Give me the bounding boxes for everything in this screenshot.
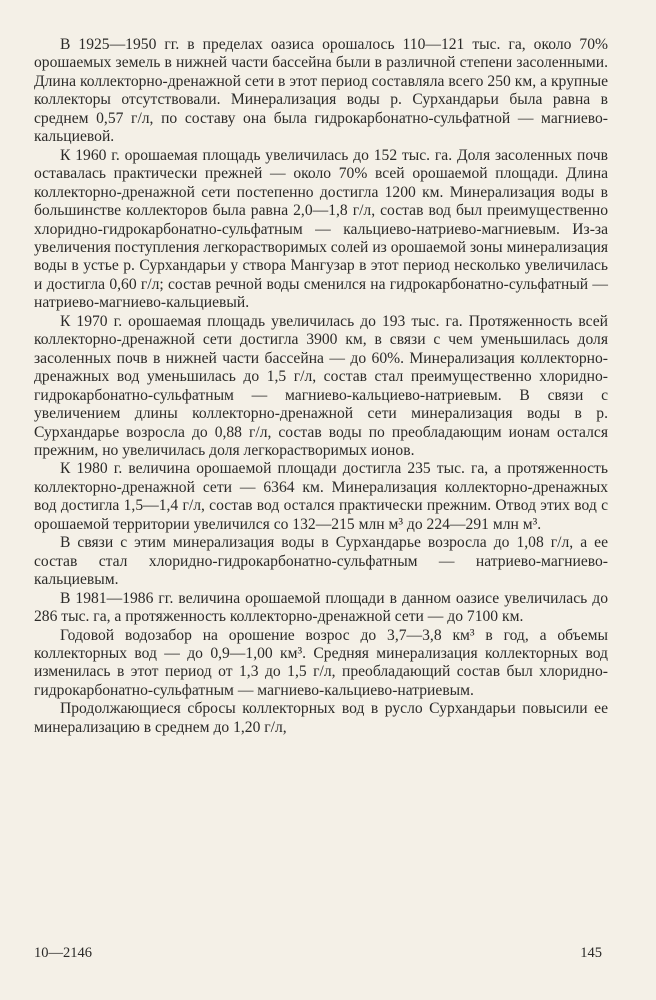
page-footer: [34, 943, 602, 963]
page-number: 145: [580, 945, 602, 961]
paragraph-1970: К 1970 г. орошаемая площадь увеличилась до 193 тыс. га. Протяженность всей коллекторно-дренажной сети достигла 3900 км, в связи с чем уменьшилась доля засоленных почв в нижней части бассейна — до 60%. Минерализация коллекторно-дренажных вод уменьшилась до 1,5 г/л, состав стал преимущественно хлоридно-гидрокарбонатно-сульфатным — магниево-кальциево-натриевым. В связи с увеличением длины коллекторно-дренажной сети минерализация воды в р. Сурхандарье возросла до 0,88 г/л, состав воды по преобладающим ионам остался прежним, но увеличилась доля легкорастворимых ионов.: [34, 312, 608, 459]
paragraph-water-intake: Годовой водозабор на орошение возрос до 3,7—3,8 км³ в год, а объемы коллекторных вод — до 0,9—1,00 км³. Средняя минерализация коллекторных вод изменилась в этот период от 1,3 до 1,5 г/л, преобладающий состав был хлоридно-гидрокарбонатно-сульфатным — магниево-кальциево-натриевым.: [34, 626, 608, 699]
page-body: [34, 36, 608, 737]
paragraph-1981-1986: В 1981—1986 гг. величина орошаемой площади в данном оазисе увеличилась до 286 тыс. га, а протяженность коллекторно-дренажной сети — до 7100 км.: [34, 589, 608, 626]
paragraph-1980: К 1980 г. величина орошаемой площади достигла 235 тыс. га, а протяженность коллекторно-дренажной сети — 6364 км. Минерализация коллекторно-дренажных вод достигла 1,5—1,4 г/л, состав вод остался практически прежним. Отвод этих вод с орошаемой территории увеличился со 132—215 млн м³ до 224—291 млн м³.: [34, 460, 608, 533]
paragraph-1960: К 1960 г. орошаемая площадь увеличилась до 152 тыс. га. Доля засоленных почв оставалась практически прежней — около 70% всей орошаемой площади. Длина коллекторно-дренажной сети постепенно достигла 1200 км. Минерализация воды в большинстве коллекторов была равна 2,0—1,8 г/л, состав вод был преимущественно хлоридно-гидрокарбонатно-сульфатным — кальциево-натриево-магниевым. Из-за увеличения поступления легкорастворимых солей из орошаемой зоны минерализация воды в устье р. Сурхандарьи у створа Мангузар в этот период несколько увеличилась и достигла 0,60 г/л; состав речной воды сменился на гидрокарбонатно-сульфатный — натриево-магниево-кальциевый.: [34, 146, 608, 312]
paragraph-continuing-discharges: Продолжающиеся сбросы коллекторных вод в русло Сурхандарьи повысили ее минерализацию в среднем до 1,20 г/л,: [34, 700, 608, 736]
paragraph-1925-1950: В 1925—1950 гг. в пределах оазиса орошалось 110—121 тыс. га, около 70% орошаемых земель в нижней части бассейна были в различной степени засоленными. Длина коллекторно-дренажной сети в этот период составляла всего 250 км, а крупные коллекторы отсутствовали. Минерализация воды р. Сурхандарьи была равна в среднем 0,57 г/л, по составу она была гидрокарбонатно-сульфатной — магниево-кальциевой.: [34, 36, 608, 146]
paragraph-mineralization-1980: В связи с этим минерализация воды в Сурхандарье возросла до 1,08 г/л, а ее состав стал хлоридно-гидрокарбонатно-сульфатным — натриево-магниево-кальциевым.: [34, 534, 608, 589]
printer-signature: 10—2146: [34, 945, 92, 961]
